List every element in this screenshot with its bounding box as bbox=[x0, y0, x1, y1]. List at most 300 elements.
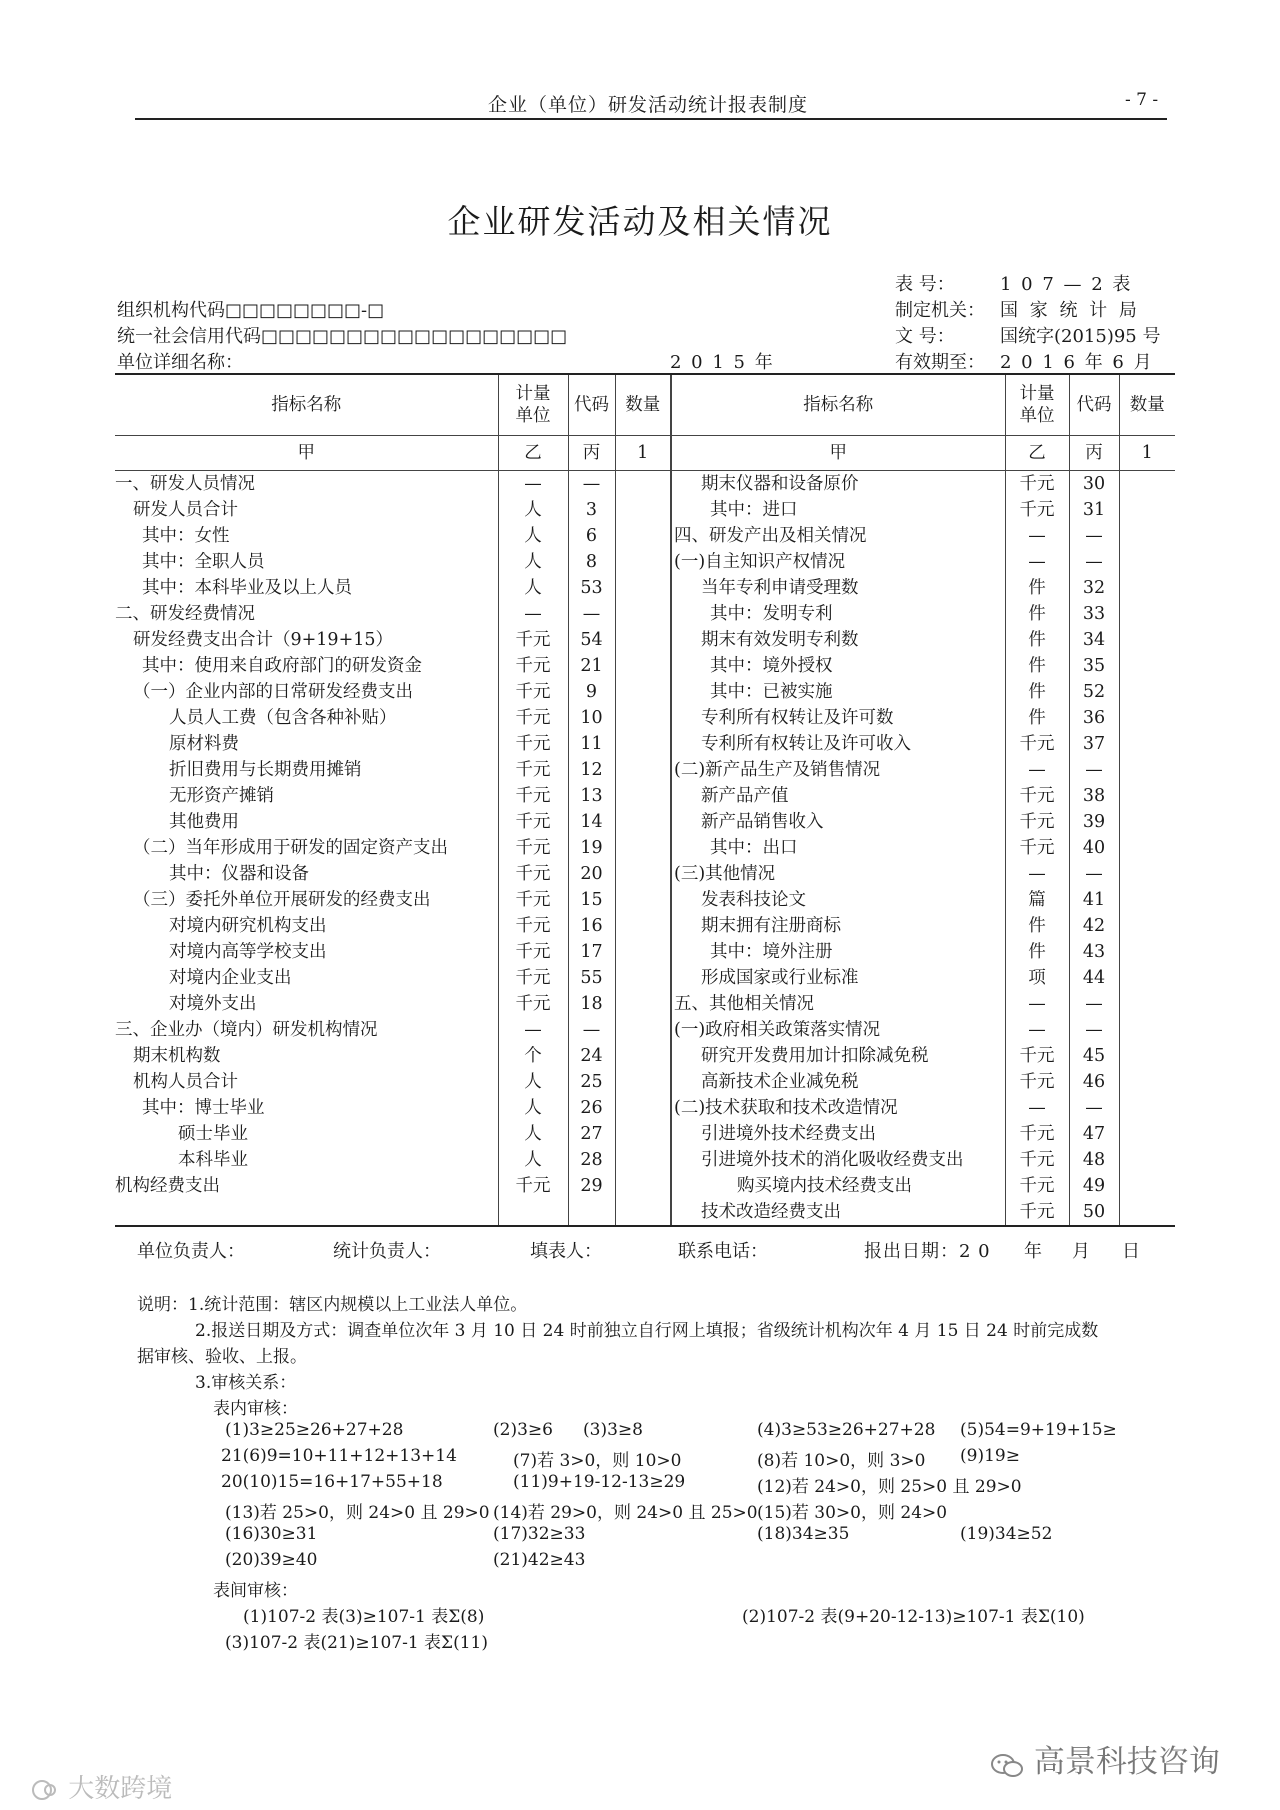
table-row bbox=[115, 1199, 1175, 1226]
row-left-code: 9 bbox=[568, 679, 615, 705]
row-left-unit: 千元 bbox=[498, 653, 568, 679]
header-rule bbox=[135, 118, 1167, 120]
header-code-right: 代码 bbox=[1069, 374, 1119, 436]
form-no-label: 表 号： bbox=[895, 274, 955, 295]
row-right-name: 发表科技论文 bbox=[671, 887, 1005, 913]
row-right-code: 47 bbox=[1069, 1121, 1119, 1147]
row-left-qty[interactable] bbox=[615, 809, 671, 835]
table-row bbox=[115, 1173, 1175, 1199]
inner-audit-rule: (20)39≥40 bbox=[225, 1550, 318, 1570]
unit-head-label: 单位负责人： bbox=[137, 1241, 245, 1262]
row-right-unit: 千元 bbox=[1005, 497, 1069, 523]
row-right-code: 30 bbox=[1069, 471, 1119, 498]
row-right-unit: 件 bbox=[1005, 913, 1069, 939]
row-right-unit: 件 bbox=[1005, 575, 1069, 601]
row-right-name: 专利所有权转让及许可收入 bbox=[671, 731, 1005, 757]
row-right-name: 当年专利申请受理数 bbox=[671, 575, 1005, 601]
row-left-code: 28 bbox=[568, 1147, 615, 1173]
row-right-code: 32 bbox=[1069, 575, 1119, 601]
row-left-qty[interactable] bbox=[615, 835, 671, 861]
row-right-name: 其中：出口 bbox=[671, 835, 1005, 861]
row-right-code: 43 bbox=[1069, 939, 1119, 965]
row-right-qty[interactable] bbox=[1119, 523, 1175, 549]
row-right-qty[interactable] bbox=[1119, 939, 1175, 965]
inner-audit-rule: (5)54=9+19+15≥ bbox=[960, 1420, 1117, 1440]
row-right-name: 其中：已被实施 bbox=[671, 679, 1005, 705]
inner-audit-rule: (12)若 24>0，则 25>0 且 29>0 bbox=[757, 1477, 1022, 1497]
row-right-qty[interactable] bbox=[1119, 679, 1175, 705]
row-left-qty[interactable] bbox=[615, 1095, 671, 1121]
subheader-unit: 乙 bbox=[498, 436, 568, 471]
row-right-name: 其中：发明专利 bbox=[671, 601, 1005, 627]
row-right-unit: 件 bbox=[1005, 939, 1069, 965]
row-right-code: 42 bbox=[1069, 913, 1119, 939]
row-left-name: （二）当年形成用于研发的固定资产支出 bbox=[133, 838, 448, 858]
document-title: 企业研发活动及相关情况 bbox=[447, 202, 833, 241]
row-left-unit: 人 bbox=[498, 1147, 568, 1173]
row-right-name: 新产品产值 bbox=[671, 783, 1005, 809]
wechat-icon bbox=[990, 1751, 1024, 1777]
report-date-label: 报出日期：2 0 bbox=[864, 1241, 991, 1262]
inner-audit-rule: (2)3≥6 bbox=[493, 1420, 553, 1440]
table-row bbox=[115, 575, 1175, 601]
row-left-code: 8 bbox=[568, 549, 615, 575]
row-right-unit: — bbox=[1005, 757, 1069, 783]
row-left-unit: 千元 bbox=[498, 705, 568, 731]
row-left-qty[interactable] bbox=[615, 965, 671, 991]
row-left-unit: — bbox=[498, 601, 568, 627]
subheader-qty-right: 1 bbox=[1119, 436, 1175, 471]
inner-audit-rule: (1)3≥25≥26+27+28 bbox=[225, 1420, 404, 1440]
row-left-unit: 千元 bbox=[498, 627, 568, 653]
row-right-name: 其中：进口 bbox=[671, 497, 1005, 523]
inner-audit-rule: (9)19≥ bbox=[960, 1446, 1020, 1466]
note-submission-cont: 据审核、验收、上报。 bbox=[137, 1347, 307, 1367]
row-left-code: 13 bbox=[568, 783, 615, 809]
row-right-unit: — bbox=[1005, 523, 1069, 549]
row-right-name: (二)技术获取和技术改造情况 bbox=[671, 1095, 1005, 1121]
table-row bbox=[115, 653, 1175, 679]
table-row bbox=[115, 783, 1175, 809]
table-row bbox=[115, 1095, 1175, 1121]
row-left-code: 10 bbox=[568, 705, 615, 731]
cross-audit-3: (3)107-2 表(21)≥107-1 表Σ(11) bbox=[225, 1633, 488, 1653]
row-right-code: — bbox=[1069, 991, 1119, 1017]
stat-head-label: 统计负责人： bbox=[333, 1241, 441, 1262]
row-left-qty[interactable] bbox=[615, 575, 671, 601]
row-left-qty[interactable] bbox=[615, 1173, 671, 1199]
row-right-unit: — bbox=[1005, 861, 1069, 887]
row-right-qty[interactable] bbox=[1119, 549, 1175, 575]
row-left-name: 研发经费支出合计（9+19+15） bbox=[133, 630, 393, 650]
row-left-code: 19 bbox=[568, 835, 615, 861]
table-row bbox=[115, 1069, 1175, 1095]
authority-label: 制定机关： bbox=[895, 300, 985, 321]
phone-label: 联系电话： bbox=[678, 1241, 768, 1262]
row-right-code: 38 bbox=[1069, 783, 1119, 809]
row-right-code: 35 bbox=[1069, 653, 1119, 679]
row-right-code: 49 bbox=[1069, 1173, 1119, 1199]
day-unit: 日 bbox=[1122, 1241, 1140, 1262]
row-right-code: — bbox=[1069, 861, 1119, 887]
row-right-qty[interactable] bbox=[1119, 1069, 1175, 1095]
inner-audit-rule: (16)30≥31 bbox=[225, 1524, 318, 1544]
row-right-code: 48 bbox=[1069, 1147, 1119, 1173]
valid-until-value: 2 0 1 6 年 6 月 bbox=[1000, 352, 1154, 373]
inner-audit-title: 表内审核： bbox=[213, 1399, 298, 1419]
table-row bbox=[115, 913, 1175, 939]
row-right-qty[interactable] bbox=[1119, 809, 1175, 835]
row-right-code: 39 bbox=[1069, 809, 1119, 835]
row-right-name: (一)自主知识产权情况 bbox=[671, 549, 1005, 575]
row-left-code: 55 bbox=[568, 965, 615, 991]
header-unit-right: 计量单位 bbox=[1005, 374, 1069, 436]
header-qty: 数量 bbox=[615, 374, 671, 436]
running-header: 企业（单位）研发活动统计报表制度 bbox=[488, 94, 809, 116]
row-left-code: 6 bbox=[568, 523, 615, 549]
row-left-name: 硕士毕业 bbox=[178, 1124, 248, 1144]
inner-audit-rule: (8)若 10>0，则 3>0 bbox=[757, 1451, 926, 1471]
table-row bbox=[115, 627, 1175, 653]
table-row bbox=[115, 497, 1175, 523]
inner-audit-rule: 20(10)15=16+17+55+18 bbox=[221, 1472, 443, 1492]
row-left-unit: 千元 bbox=[498, 965, 568, 991]
row-right-unit: 千元 bbox=[1005, 835, 1069, 861]
row-right-qty[interactable] bbox=[1119, 497, 1175, 523]
row-left-name: 原材料费 bbox=[169, 734, 239, 754]
row-right-unit: 千元 bbox=[1005, 1043, 1069, 1069]
note-audit: 3.审核关系： bbox=[195, 1373, 297, 1393]
row-right-code: 41 bbox=[1069, 887, 1119, 913]
row-left-qty[interactable] bbox=[615, 939, 671, 965]
row-right-qty[interactable] bbox=[1119, 731, 1175, 757]
row-right-qty[interactable] bbox=[1119, 757, 1175, 783]
row-right-qty[interactable] bbox=[1119, 471, 1175, 498]
row-right-qty[interactable] bbox=[1119, 783, 1175, 809]
table-row bbox=[115, 861, 1175, 887]
row-left-name: 其中：本科毕业及以上人员 bbox=[142, 578, 352, 598]
row-left-name: 对境内高等学校支出 bbox=[169, 942, 327, 962]
row-left-unit: 个 bbox=[498, 1043, 568, 1069]
row-right-name: 专利所有权转让及许可数 bbox=[671, 705, 1005, 731]
inner-audit-rule: (14)若 29>0，则 24>0 且 25>0 bbox=[493, 1503, 758, 1523]
authority-value: 国 家 统 计 局 bbox=[1000, 300, 1140, 321]
row-right-qty[interactable] bbox=[1119, 1043, 1175, 1069]
row-right-qty[interactable] bbox=[1119, 1173, 1175, 1199]
table-row bbox=[115, 939, 1175, 965]
cross-audit-2: (2)107-2 表(9+20-12-13)≥107-1 表Σ(10) bbox=[742, 1607, 1085, 1627]
row-left-unit: 千元 bbox=[498, 679, 568, 705]
row-left-unit: 千元 bbox=[498, 861, 568, 887]
row-right-qty[interactable] bbox=[1119, 1017, 1175, 1043]
inner-audit-rule: (19)34≥52 bbox=[960, 1524, 1053, 1544]
inner-audit-rule: (11)9+19-12-13≥29 bbox=[513, 1472, 686, 1492]
page-number: - 7 - bbox=[1125, 90, 1159, 110]
row-left-qty[interactable] bbox=[615, 991, 671, 1017]
doc-no-value: 国统字(2015)95 号 bbox=[1000, 326, 1161, 347]
row-right-code: 44 bbox=[1069, 965, 1119, 991]
cross-audit-title: 表间审核： bbox=[213, 1581, 298, 1601]
row-right-name: 期末有效发明专利数 bbox=[671, 627, 1005, 653]
note-submission: 2.报送日期及方式：调查单位次年 3 月 10 日 24 时前独立自行网上填报；省级统计机构次年 4 月 15 日 24 时前完成数 bbox=[195, 1321, 1099, 1341]
row-right-unit: — bbox=[1005, 1017, 1069, 1043]
row-left-name: 对境内企业支出 bbox=[169, 968, 292, 988]
row-left-unit: 千元 bbox=[498, 835, 568, 861]
row-left-unit: 千元 bbox=[498, 809, 568, 835]
table-row bbox=[115, 705, 1175, 731]
row-left-unit: 人 bbox=[498, 1069, 568, 1095]
row-right-code: — bbox=[1069, 1017, 1119, 1043]
row-left-code: 25 bbox=[568, 1069, 615, 1095]
row-left-name: 人员人工费（包含各种补贴） bbox=[169, 708, 397, 728]
inner-audit-rule: (15)若 30>0，则 24>0 bbox=[757, 1503, 948, 1523]
form-no-value: 1 0 7 — 2 表 bbox=[1000, 274, 1133, 295]
row-left-unit: — bbox=[498, 1017, 568, 1043]
row-right-code: 36 bbox=[1069, 705, 1119, 731]
table-row bbox=[115, 835, 1175, 861]
row-right-code: — bbox=[1069, 1095, 1119, 1121]
row-left-name: 机构经费支出 bbox=[115, 1176, 220, 1196]
table-body bbox=[115, 471, 1175, 1227]
row-right-code: 52 bbox=[1069, 679, 1119, 705]
row-left-name: 其中：全职人员 bbox=[142, 552, 265, 572]
row-left-unit: 千元 bbox=[498, 731, 568, 757]
table-row bbox=[115, 757, 1175, 783]
row-left-code: 18 bbox=[568, 991, 615, 1017]
row-right-code: 40 bbox=[1069, 835, 1119, 861]
row-left-name: 对境内研究机构支出 bbox=[169, 916, 327, 936]
row-left-qty[interactable] bbox=[615, 1121, 671, 1147]
row-left-code: 14 bbox=[568, 809, 615, 835]
row-left-name: 无形资产摊销 bbox=[169, 786, 274, 806]
row-left-qty[interactable] bbox=[615, 1017, 671, 1043]
row-right-name: 购买境内技术经费支出 bbox=[671, 1173, 1005, 1199]
row-right-unit: 千元 bbox=[1005, 1199, 1069, 1226]
row-left-name: （一）企业内部的日常研发经费支出 bbox=[133, 682, 413, 702]
row-right-unit: — bbox=[1005, 549, 1069, 575]
row-left-unit: 人 bbox=[498, 497, 568, 523]
row-right-name: 高新技术企业减免税 bbox=[671, 1069, 1005, 1095]
row-left-qty[interactable] bbox=[615, 1147, 671, 1173]
row-left-unit: 人 bbox=[498, 1121, 568, 1147]
row-right-code: 50 bbox=[1069, 1199, 1119, 1226]
row-right-qty[interactable] bbox=[1119, 1147, 1175, 1173]
table-row bbox=[115, 1017, 1175, 1043]
row-left-qty[interactable] bbox=[615, 471, 671, 498]
inner-audit-rule: (7)若 3>0，则 10>0 bbox=[513, 1451, 682, 1471]
row-right-unit: 件 bbox=[1005, 705, 1069, 731]
row-right-code: 31 bbox=[1069, 497, 1119, 523]
row-left-code: 17 bbox=[568, 939, 615, 965]
inner-audit-rule: (21)42≥43 bbox=[493, 1550, 586, 1570]
row-left-qty[interactable] bbox=[615, 1199, 671, 1226]
row-left-name: 对境外支出 bbox=[169, 994, 257, 1014]
row-right-qty[interactable] bbox=[1119, 575, 1175, 601]
table-row bbox=[115, 601, 1175, 627]
row-left-qty[interactable] bbox=[615, 783, 671, 809]
subheader-code: 丙 bbox=[568, 436, 615, 471]
inner-audit-rule: (3)3≥8 bbox=[583, 1420, 643, 1440]
row-left-code: 26 bbox=[568, 1095, 615, 1121]
row-left-code: 54 bbox=[568, 627, 615, 653]
row-right-name: 技术改造经费支出 bbox=[671, 1199, 1005, 1226]
row-left-code bbox=[568, 1199, 615, 1226]
row-left-name bbox=[115, 1199, 498, 1226]
row-left-unit: 千元 bbox=[498, 1173, 568, 1199]
table-header-row bbox=[115, 374, 1175, 436]
row-right-qty[interactable] bbox=[1119, 1095, 1175, 1121]
row-right-qty[interactable] bbox=[1119, 653, 1175, 679]
row-right-code: — bbox=[1069, 523, 1119, 549]
row-left-code: — bbox=[568, 601, 615, 627]
unit-name-label: 单位详细名称： bbox=[117, 352, 243, 373]
table-row bbox=[115, 991, 1175, 1017]
row-left-qty[interactable] bbox=[615, 1043, 671, 1069]
row-right-code: 37 bbox=[1069, 731, 1119, 757]
row-left-name: 二、研发经费情况 bbox=[115, 604, 255, 624]
subheader-code-right: 丙 bbox=[1069, 436, 1119, 471]
row-left-qty[interactable] bbox=[615, 913, 671, 939]
row-right-unit: 千元 bbox=[1005, 783, 1069, 809]
row-left-unit: 千元 bbox=[498, 757, 568, 783]
row-left-code: 24 bbox=[568, 1043, 615, 1069]
header-name-right: 指标名称 bbox=[671, 374, 1005, 436]
row-right-qty[interactable] bbox=[1119, 1199, 1175, 1226]
row-left-qty[interactable] bbox=[615, 861, 671, 887]
report-year: 2 0 1 5 年 bbox=[670, 352, 775, 373]
row-right-unit: 千元 bbox=[1005, 809, 1069, 835]
row-right-unit: — bbox=[1005, 991, 1069, 1017]
row-right-qty[interactable] bbox=[1119, 601, 1175, 627]
row-right-name: 期末拥有注册商标 bbox=[671, 913, 1005, 939]
row-right-qty[interactable] bbox=[1119, 913, 1175, 939]
row-right-code: — bbox=[1069, 757, 1119, 783]
indicator-table bbox=[115, 373, 1175, 1227]
row-right-unit: 千元 bbox=[1005, 1147, 1069, 1173]
row-right-qty[interactable] bbox=[1119, 1121, 1175, 1147]
row-left-qty[interactable] bbox=[615, 601, 671, 627]
watermark-right-text: 高景科技咨询 bbox=[1033, 1744, 1220, 1780]
subheader-unit-right: 乙 bbox=[1005, 436, 1069, 471]
row-left-name: 三、企业办（境内）研发机构情况 bbox=[115, 1020, 378, 1040]
row-right-unit: 千元 bbox=[1005, 471, 1069, 498]
row-left-code: 53 bbox=[568, 575, 615, 601]
row-left-unit: 人 bbox=[498, 575, 568, 601]
brand-logo-icon bbox=[30, 1778, 60, 1802]
row-left-code: 21 bbox=[568, 653, 615, 679]
table-row bbox=[115, 471, 1175, 498]
row-left-name: 机构人员合计 bbox=[133, 1072, 238, 1092]
row-left-code: 15 bbox=[568, 887, 615, 913]
row-left-unit: 千元 bbox=[498, 913, 568, 939]
row-right-qty[interactable] bbox=[1119, 887, 1175, 913]
row-right-unit: 件 bbox=[1005, 653, 1069, 679]
row-right-qty[interactable] bbox=[1119, 861, 1175, 887]
subheader-name: 甲 bbox=[115, 436, 498, 471]
inner-audit-rule: (4)3≥53≥26+27+28 bbox=[757, 1420, 936, 1440]
row-right-name: (二)新产品生产及销售情况 bbox=[671, 757, 1005, 783]
year-unit: 年 bbox=[1024, 1241, 1042, 1262]
row-right-qty[interactable] bbox=[1119, 627, 1175, 653]
row-left-name: 其中：女性 bbox=[142, 526, 230, 546]
table-row bbox=[115, 549, 1175, 575]
row-right-name: 引进境外技术经费支出 bbox=[671, 1121, 1005, 1147]
row-right-name: 期末仪器和设备原价 bbox=[671, 471, 1005, 498]
row-right-qty[interactable] bbox=[1119, 991, 1175, 1017]
row-left-code: 16 bbox=[568, 913, 615, 939]
row-left-unit: — bbox=[498, 471, 568, 498]
table-subheader-row bbox=[115, 436, 1175, 471]
header-code: 代码 bbox=[568, 374, 615, 436]
row-left-name: 本科毕业 bbox=[178, 1150, 248, 1170]
row-right-unit: 篇 bbox=[1005, 887, 1069, 913]
row-right-qty[interactable] bbox=[1119, 965, 1175, 991]
table-row bbox=[115, 679, 1175, 705]
inner-audit-rule: (13)若 25>0，则 24>0 且 29>0 bbox=[225, 1503, 490, 1523]
row-right-unit: — bbox=[1005, 1095, 1069, 1121]
cross-audit-1: (1)107-2 表(3)≥107-1 表Σ(8) bbox=[243, 1607, 485, 1627]
row-right-qty[interactable] bbox=[1119, 705, 1175, 731]
row-left-name: 其中：仪器和设备 bbox=[169, 864, 309, 884]
row-left-qty[interactable] bbox=[615, 627, 671, 653]
header-name: 指标名称 bbox=[115, 374, 498, 436]
row-left-unit: 千元 bbox=[498, 991, 568, 1017]
row-right-qty[interactable] bbox=[1119, 835, 1175, 861]
doc-no-label: 文 号： bbox=[895, 326, 955, 347]
row-left-name: 研发人员合计 bbox=[133, 500, 238, 520]
row-left-qty[interactable] bbox=[615, 679, 671, 705]
row-right-code: — bbox=[1069, 549, 1119, 575]
row-left-name: 一、研发人员情况 bbox=[115, 474, 255, 494]
row-right-unit: 千元 bbox=[1005, 1121, 1069, 1147]
row-left-code: 20 bbox=[568, 861, 615, 887]
row-right-code: 46 bbox=[1069, 1069, 1119, 1095]
row-left-unit: 千元 bbox=[498, 887, 568, 913]
valid-until-label: 有效期至： bbox=[895, 352, 985, 373]
subheader-qty: 1 bbox=[615, 436, 671, 471]
row-right-unit: 千元 bbox=[1005, 731, 1069, 757]
table-row bbox=[115, 1121, 1175, 1147]
row-left-name: 期末机构数 bbox=[133, 1046, 221, 1066]
row-left-qty[interactable] bbox=[615, 705, 671, 731]
watermark-left bbox=[30, 1768, 172, 1805]
row-left-qty[interactable] bbox=[615, 653, 671, 679]
row-left-qty[interactable] bbox=[615, 1069, 671, 1095]
row-right-name: 研究开发费用加计扣除减免税 bbox=[671, 1043, 1005, 1069]
row-right-code: 45 bbox=[1069, 1043, 1119, 1069]
row-right-code: 33 bbox=[1069, 601, 1119, 627]
row-right-code: 34 bbox=[1069, 627, 1119, 653]
row-left-unit: 千元 bbox=[498, 783, 568, 809]
row-left-qty[interactable] bbox=[615, 523, 671, 549]
row-left-code: — bbox=[568, 471, 615, 498]
filler-label: 填表人： bbox=[530, 1241, 602, 1262]
row-left-code: — bbox=[568, 1017, 615, 1043]
row-left-name: （三）委托外单位开展研发的经费支出 bbox=[133, 890, 431, 910]
month-unit: 月 bbox=[1072, 1241, 1090, 1262]
row-left-qty[interactable] bbox=[615, 549, 671, 575]
row-left-qty[interactable] bbox=[615, 731, 671, 757]
table-row bbox=[115, 1147, 1175, 1173]
table-row bbox=[115, 887, 1175, 913]
inner-audit-rule: (17)32≥33 bbox=[493, 1524, 586, 1544]
row-left-qty[interactable] bbox=[615, 757, 671, 783]
row-left-unit bbox=[498, 1199, 568, 1226]
row-left-qty[interactable] bbox=[615, 887, 671, 913]
row-right-name: (一)政府相关政策落实情况 bbox=[671, 1017, 1005, 1043]
row-left-qty[interactable] bbox=[615, 497, 671, 523]
row-left-name: 其中：使用来自政府部门的研发资金 bbox=[142, 656, 422, 676]
